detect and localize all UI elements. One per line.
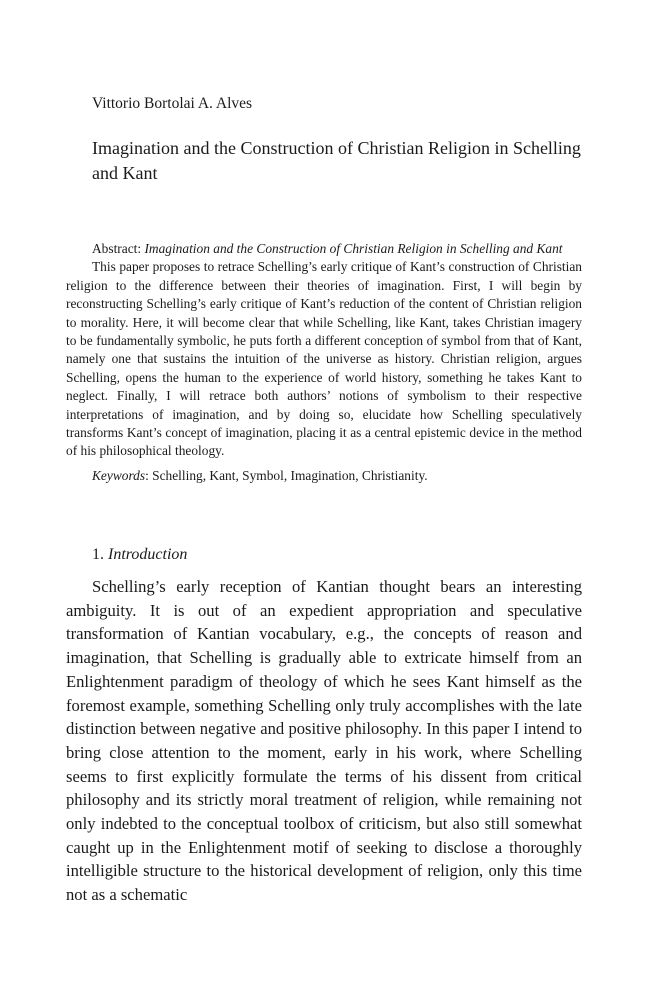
abstract-title: Imagination and the Construction of Christian Religion in Schelling and Kant xyxy=(144,241,563,256)
keywords-list: : Schelling, Kant, Symbol, Imagination, Christianity. xyxy=(145,467,428,483)
keywords xyxy=(66,467,582,485)
section-heading xyxy=(92,546,187,564)
body-text xyxy=(66,575,582,907)
abstract xyxy=(66,240,582,485)
abstract-heading xyxy=(66,240,582,258)
section-title: Introduction xyxy=(108,546,188,563)
body-paragraph: Schelling’s early reception of Kantian thought bears an interesting ambiguity. It is out of an expedient appropriation and speculative transformation of Kantian vocabulary, e.g., the concepts of reason and imagination, that Schelling is gradually able to extricate himself from an Enlightenment paradigm of theology of which he sees Kant himself as the foremost example, something Schelling only truly accomplishes with the late distinction between negative and positive philosophy. In this paper I intend to bring close attention to the moment, early in his work, where Schelling seems to first explicitly formulate the terms of his dissent from critical philosophy and its strictly moral treatment of religion, while remaining not only indebted to the conceptual toolbox of criticism, but also still somewhat caught up in the Enlightenment motif of seeking to disclose a thoroughly intelligible structure to the historical development of religion, only this time not as a schematic xyxy=(66,577,582,905)
keywords-label: Keywords xyxy=(92,467,146,483)
abstract-text: This paper proposes to retrace Schelling’s early critique of Kant’s construction of Christian religion to the difference between their theories of imagination. First, I will begin by reconstructing Schelling’s early critique of Kant’s reduction of the content of Christian religion to morality. Here, it will become clear that while Schelling, like Kant, takes Christian imagery to be fundamentally symbolic, he puts forth a different conception of symbol from that of Kant, namely one that sustains the intuition of the universe as history. Christian religion, argues Schelling, opens the human to the experience of world history, something he takes Kant to neglect. Finally, I will retrace both authors’ notions of symbolism to their respective interpretations of imagination, and by doing so, elucidate how Schelling speculatively transforms Kant’s concept of imagination, placing it as a central epistemic device in the method of his philosophical theology. xyxy=(66,259,582,459)
author-name: Vittorio Bortolai A. Alves xyxy=(92,95,253,112)
section-number: 1. xyxy=(92,546,108,563)
paper-title: Imagination and the Construction of Christian Religion in Schelling and Kant xyxy=(92,138,581,183)
abstract-label: Abstract: xyxy=(92,241,145,256)
